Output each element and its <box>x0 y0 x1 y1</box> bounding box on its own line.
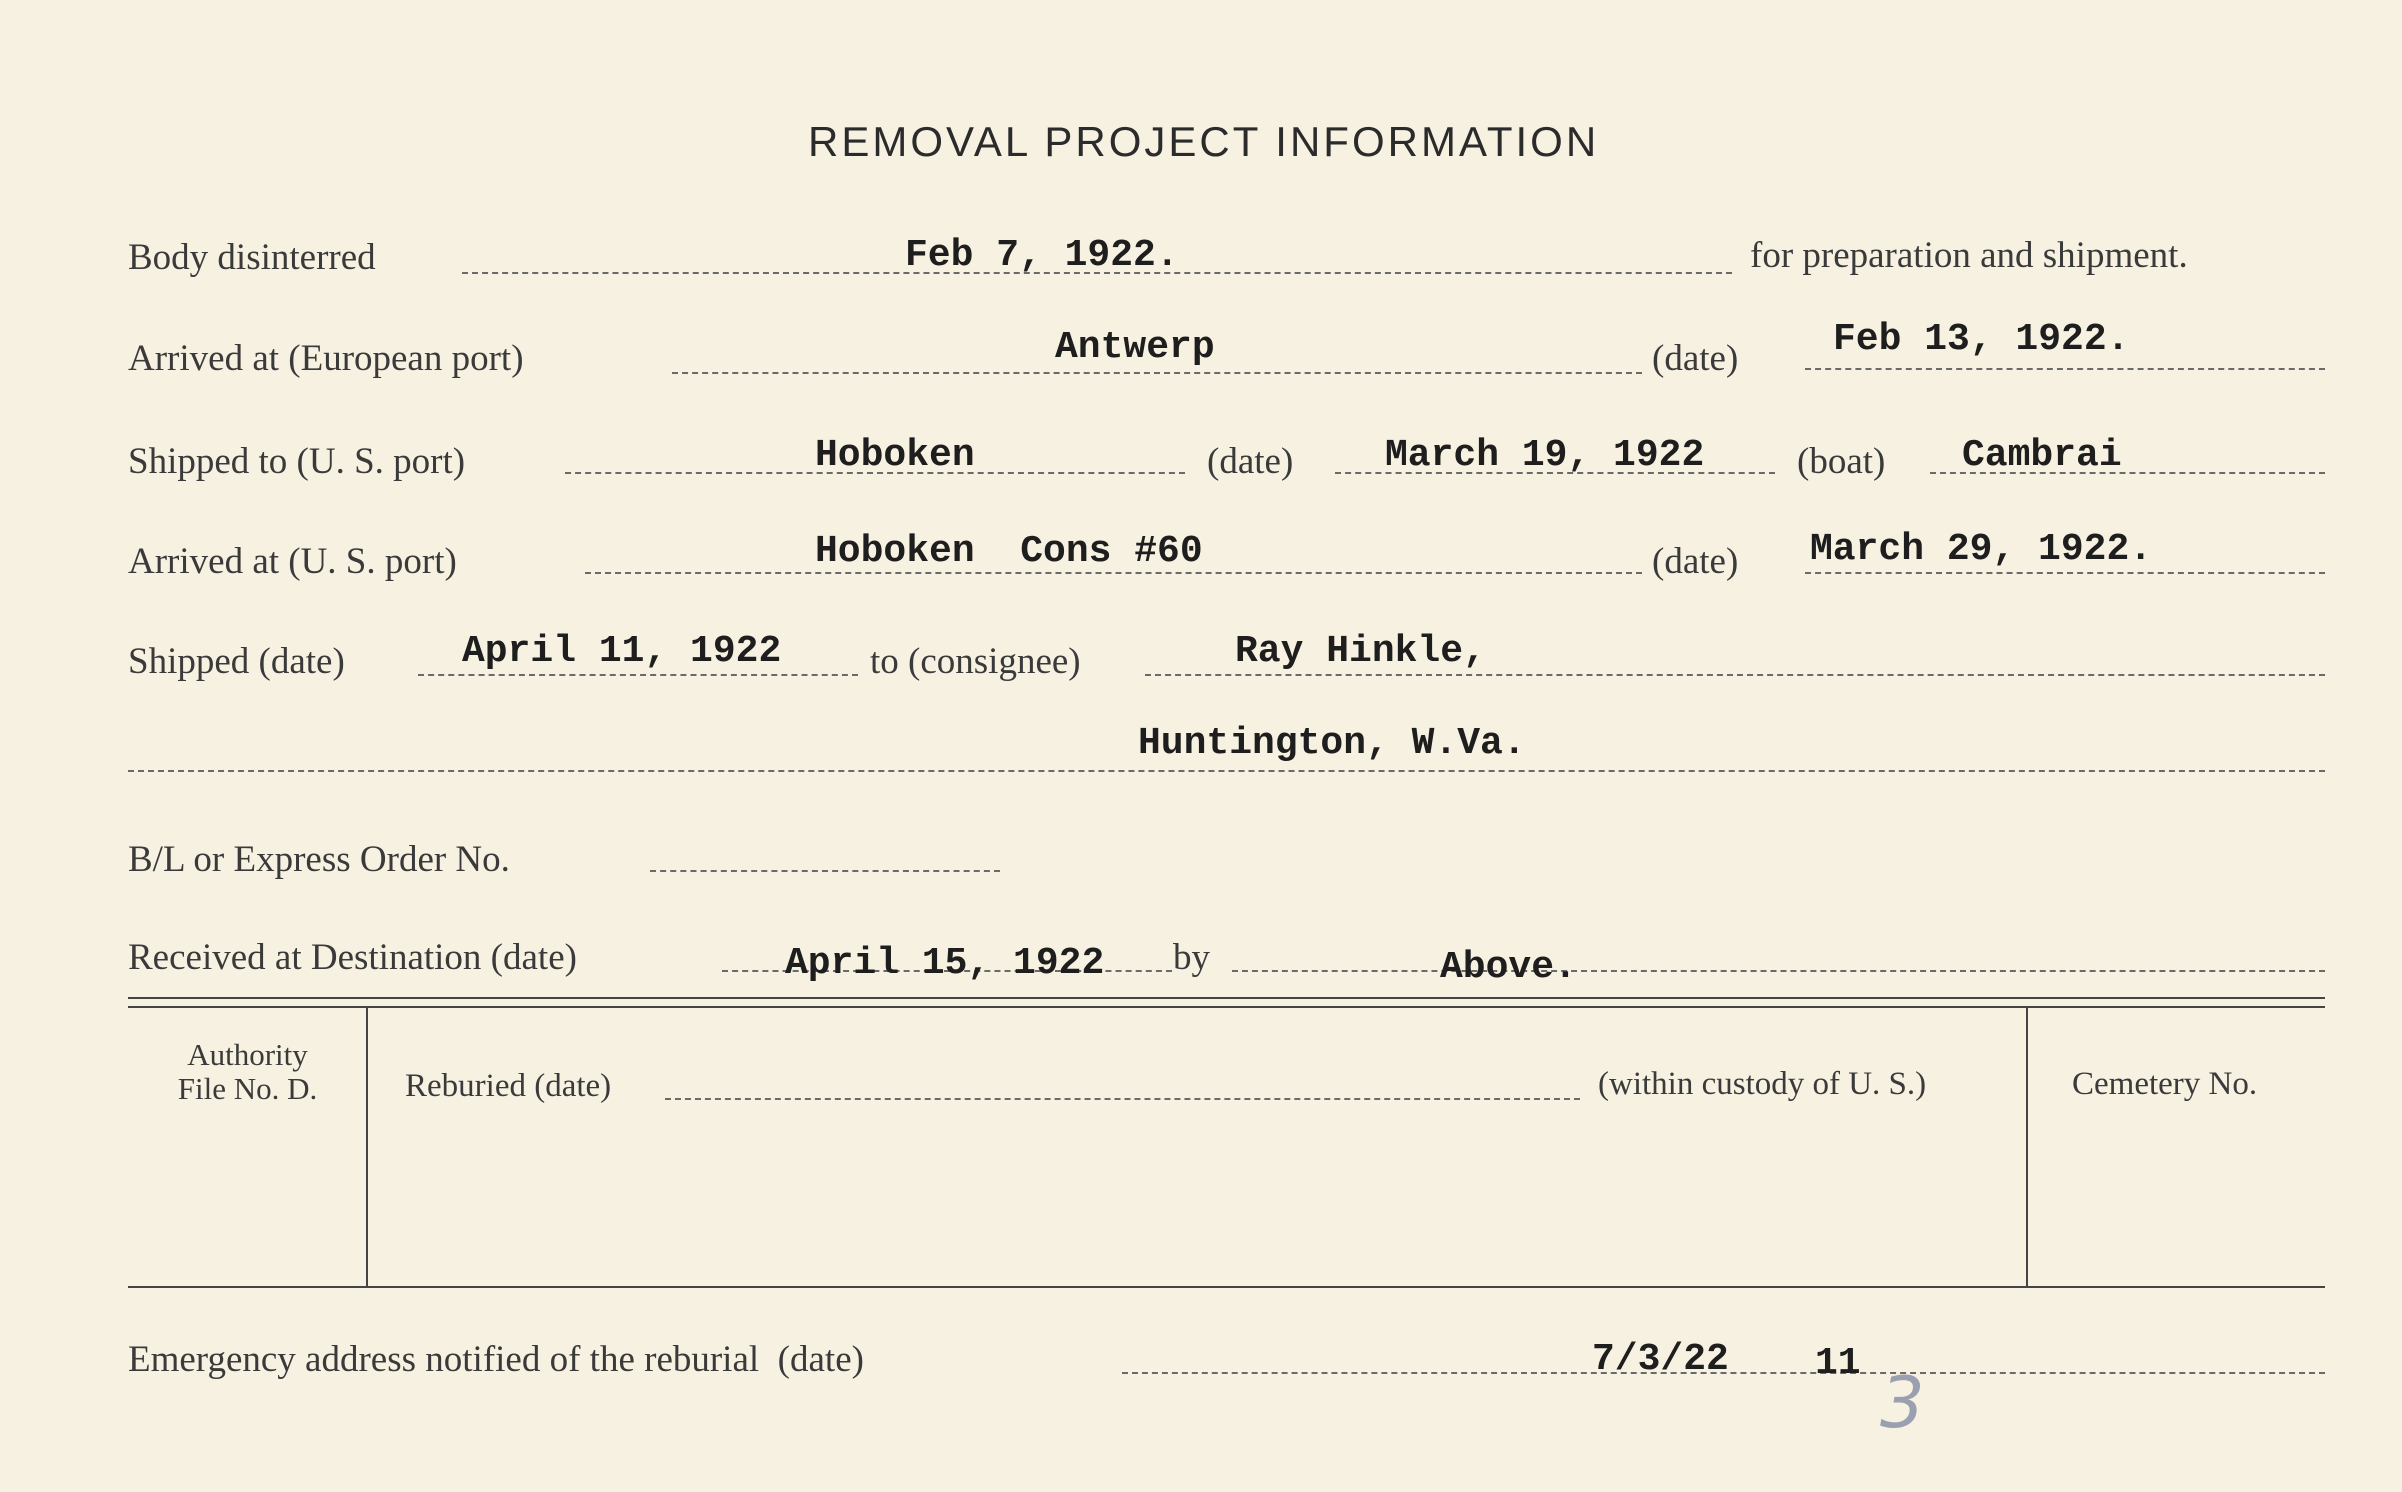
consignee-value: Ray Hinkle, <box>1235 630 1486 673</box>
shipped-consignee-date-value: April 11, 1922 <box>462 630 782 673</box>
consignee-line <box>1145 674 2325 676</box>
shipped-consignee-date-line <box>418 674 858 676</box>
page-title: REMOVAL PROJECT INFORMATION <box>808 118 1600 165</box>
cemetery-no-label: Cemetery No. <box>2072 1066 2258 1102</box>
reburied-line <box>665 1098 1580 1100</box>
european-date-line <box>1805 368 2325 370</box>
received-by-line <box>1232 970 2325 972</box>
box-bottom-border <box>128 1286 2325 1288</box>
bl-express-label: B/L or Express Order No. <box>128 839 510 880</box>
consignee-address-line <box>128 770 2325 772</box>
authority-label <box>140 1038 355 1106</box>
us-port-shipped-value: Hoboken <box>815 434 975 477</box>
us-arrival-date-label: (date) <box>1652 541 1739 582</box>
authority-line-2: File No. D. <box>177 1071 318 1106</box>
within-custody-label: (within custody of U. S.) <box>1598 1066 1927 1102</box>
received-by-value: Above. <box>1440 946 1577 989</box>
box-top-border-inner <box>128 1006 2325 1008</box>
reburied-label: Reburied (date) <box>405 1068 612 1104</box>
us-port-arrived-value: Hoboken Cons #60 <box>815 530 1203 573</box>
us-arrival-date-value: March 29, 1922. <box>1810 528 2153 571</box>
european-arrival-date: Feb 13, 1922. <box>1833 318 2130 361</box>
shipped-to-us-label: Shipped to (U. S. port) <box>128 441 466 482</box>
box-divider-right <box>2026 1008 2028 1286</box>
for-preparation-label: for preparation and shipment. <box>1750 235 2188 276</box>
european-port-value: Antwerp <box>1055 326 1215 369</box>
handwritten-mark: 3 <box>1880 1362 1925 1444</box>
consignee-address-value: Huntington, W.Va. <box>1138 722 1526 765</box>
arrived-european-line <box>672 372 1642 374</box>
european-date-label: (date) <box>1652 338 1739 379</box>
received-destination-label: Received at Destination (date) <box>128 937 577 978</box>
boat-label: (boat) <box>1797 441 1886 482</box>
shipped-date-label: (date) <box>1207 441 1294 482</box>
arrived-us-label: Arrived at (U. S. port) <box>128 541 457 582</box>
by-label: by <box>1173 937 1210 978</box>
shipped-date-value: March 19, 1922 <box>1385 434 1705 477</box>
us-arrival-date-line <box>1805 572 2325 574</box>
boat-value: Cambrai <box>1962 434 2122 477</box>
box-top-border <box>128 997 2325 999</box>
authority-line-1: Authority <box>187 1037 308 1072</box>
received-date-value: April 15, 1922 <box>785 942 1105 985</box>
to-consignee-label: to (consignee) <box>870 641 1081 682</box>
shipped-consignee-date-label: Shipped (date) <box>128 641 345 682</box>
bl-express-line <box>650 870 1000 872</box>
box-divider-left <box>366 1008 368 1286</box>
emergency-initials-value: 11 <box>1815 1342 1861 1385</box>
arrived-european-label: Arrived at (European port) <box>128 338 524 379</box>
body-disinterred-date: Feb 7, 1922. <box>905 234 1179 277</box>
emergency-date-value: 7/3/22 <box>1592 1338 1729 1381</box>
body-disinterred-label: Body disinterred <box>128 237 376 278</box>
emergency-notified-label: Emergency address notified of the reburial (date) <box>128 1339 864 1380</box>
